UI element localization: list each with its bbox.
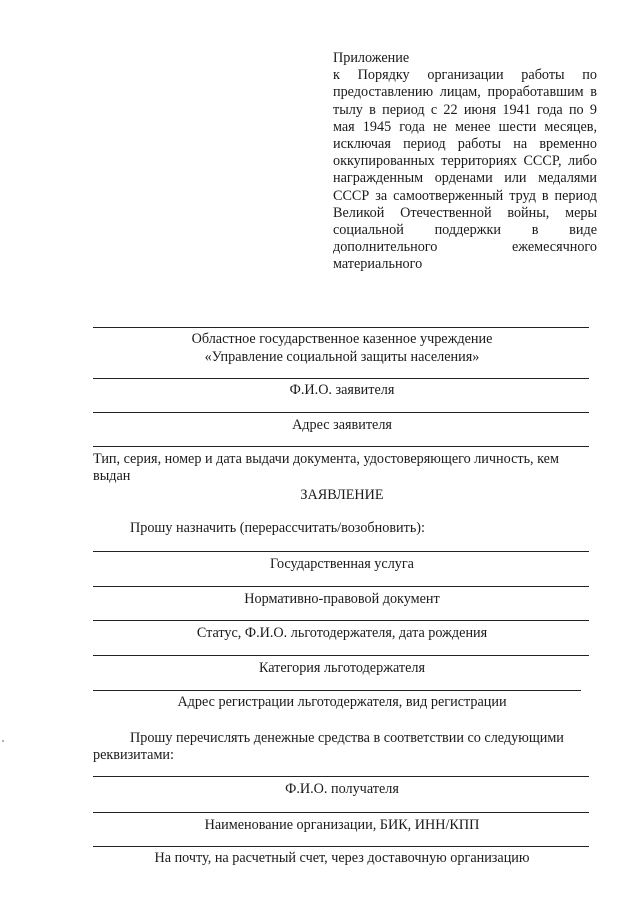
recipient-rule[interactable] [93,776,589,777]
registration-caption: Адрес регистрации льготодержателя, вид регистрации [177,694,507,710]
appendix-title: Приложение [333,50,410,66]
payment-request: Прошу перечислять денежные средства в соответствии со следующими реквизитами: [93,730,564,763]
organization-caption: Наименование организации, БИК, ИНН/КПП [204,817,480,833]
appendix-body-last: материального [333,256,423,273]
status-caption: Статус, Ф.И.О. льготодержателя, дата рождения [196,625,488,641]
applicant-address-caption: Адрес заявителя [292,417,392,433]
payment-method-caption: На почту, на расчетный счет, через доставочную организацию [154,850,530,866]
statement-heading: ЗАЯВЛЕНИЕ [300,487,384,503]
institution-name-line2: «Управление социальной защиты населения» [204,349,480,365]
applicant-document-caption: Тип, серия, номер и дата выдачи документа, удостоверяющего личность, кем выдан [93,451,559,484]
applicant-address-rule[interactable] [93,412,589,413]
payment-method-rule[interactable] [93,846,589,847]
status-rule[interactable] [93,620,589,621]
registration-rule[interactable] [93,690,581,691]
normative-doc-rule[interactable] [93,586,589,587]
institution-rule [93,327,589,328]
category-caption: Категория льготодержателя [258,660,426,676]
scan-speck [2,740,4,742]
category-rule[interactable] [93,655,589,656]
service-rule[interactable] [93,551,589,552]
applicant-fio-rule[interactable] [93,378,589,379]
service-caption: Государственная услуга [270,556,414,572]
normative-doc-caption: Нормативно-правовой документ [244,591,440,607]
appendix-body [333,67,597,273]
applicant-document-rule[interactable] [93,446,589,447]
recipient-caption: Ф.И.О. получателя [285,781,399,797]
appendix-body-text: к Порядку организации работы по предоставлению лицам, проработавшим в тылу в период с 22 июня 1941 года по 9 мая 1945 года не менее шести месяцев, исключая период работы на временно оккупированных территориях СССР, либо награжденным орденами или медалями СССР за самоотверженный труд в период Великой Отечественной войны, меры социальной поддержки в виде дополнительного ежемесячного [333,67,597,256]
organization-rule[interactable] [93,812,589,813]
appendix-block [333,50,597,274]
applicant-fio-caption: Ф.И.О. заявителя [289,382,395,398]
institution-name-line1: Областное государственное казенное учреждение [191,331,493,347]
statement-request: Прошу назначить (перерассчитать/возобновить): [130,520,425,536]
